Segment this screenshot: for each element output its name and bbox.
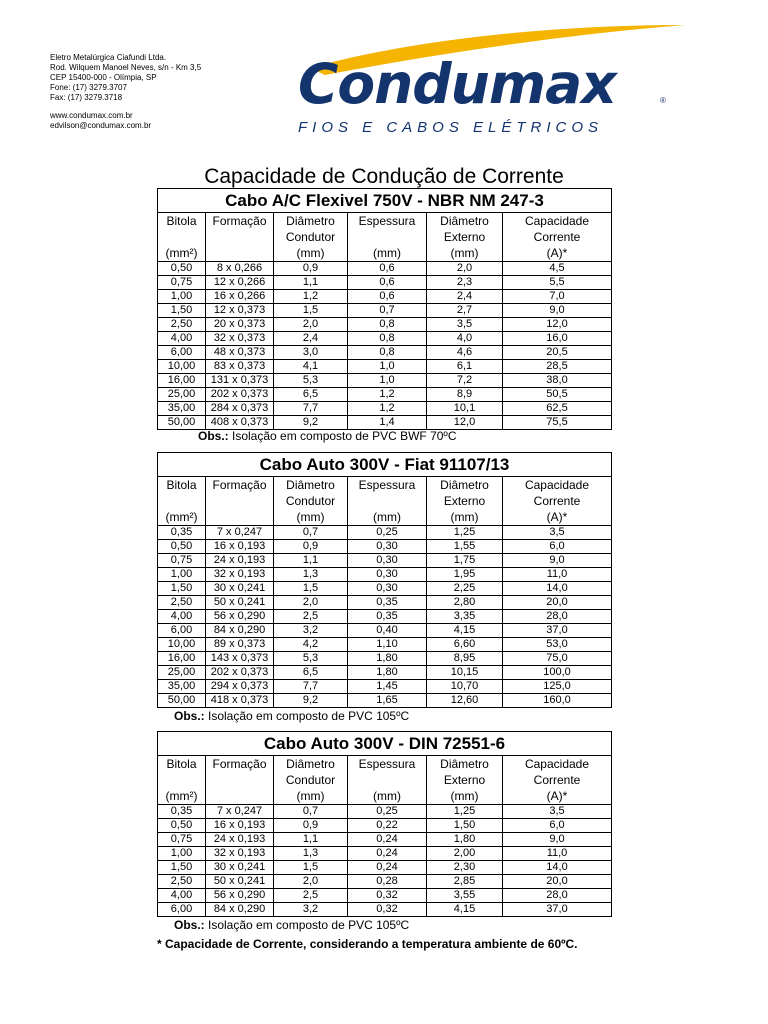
table-cell: 20,5 — [546, 346, 568, 358]
table-cell: 89 x 0,373 — [206, 638, 274, 651]
table-cell: 30 x 0,241 — [206, 582, 274, 595]
table-row — [158, 568, 611, 582]
table-row — [158, 360, 611, 374]
table-cell: 10,15 — [427, 666, 503, 679]
cable-table-3 — [157, 731, 612, 917]
table-cell: 0,6 — [348, 276, 427, 289]
table-cell: 160,0 — [543, 694, 571, 706]
table-cell: 1,2 — [274, 290, 348, 303]
table-cell: 84 x 0,290 — [206, 624, 274, 637]
table-cell: 16 x 0,193 — [206, 540, 274, 553]
table-cell: 1,00 — [158, 290, 206, 303]
table-cell: 3,5 — [427, 318, 503, 331]
table-cell: 4,15 — [427, 903, 503, 916]
table-cell: 50,00 — [158, 416, 206, 429]
table-cell: 75,5 — [546, 416, 568, 428]
table-row — [158, 889, 611, 903]
table-row — [158, 847, 611, 861]
table-cell: 0,25 — [348, 805, 427, 818]
table-cell: 56 x 0,290 — [206, 610, 274, 623]
table-cell: 294 x 0,373 — [206, 680, 274, 693]
header-cell: Diâmetro Externo (mm) — [427, 213, 503, 261]
table-row — [158, 624, 611, 638]
header-cell: Bitola (mm²) — [158, 213, 206, 261]
table-cell: 9,0 — [549, 554, 565, 566]
table-cell: 10,70 — [427, 680, 503, 693]
table-cell: 2,30 — [427, 861, 503, 874]
header-cell: Bitola (mm²) — [158, 756, 206, 804]
table-cell: 1,25 — [427, 526, 503, 539]
table-cell: 0,7 — [274, 805, 348, 818]
table-3-note: Obs.: Isolação em composto de PVC 105ºC — [174, 918, 410, 932]
table-row — [158, 666, 611, 680]
table-cell: 12,60 — [427, 694, 503, 707]
table-cell: 1,80 — [348, 666, 427, 679]
table-cell: 0,24 — [348, 847, 427, 860]
header-cell: Capacidade Corrente (A)* — [524, 214, 590, 260]
table-cell: 12,0 — [427, 416, 503, 429]
table-cell: 1,0 — [348, 374, 427, 387]
table-cell: 0,6 — [348, 290, 427, 303]
table-cell: 16 x 0,193 — [206, 819, 274, 832]
table-header — [158, 756, 611, 805]
company-website[interactable]: www.condumax.com.br — [50, 111, 133, 120]
table-cell: 131 x 0,373 — [206, 374, 274, 387]
table-cell: 2,0 — [274, 596, 348, 609]
table-cell: 28,0 — [546, 889, 568, 901]
header-cell: Diâmetro Condutor (mm) — [274, 213, 348, 261]
table-cell: 16,0 — [546, 332, 568, 344]
table-cell: 14,0 — [546, 861, 568, 873]
table-title: Cabo Auto 300V - Fiat 91107/13 — [158, 453, 611, 477]
table-cell: 6,0 — [549, 540, 565, 552]
table-cell: 3,55 — [427, 889, 503, 902]
table-cell: 0,40 — [348, 624, 427, 637]
table-cell: 100,0 — [543, 666, 571, 678]
table-cell: 6,60 — [427, 638, 503, 651]
table-row — [158, 610, 611, 624]
page-title: Capacidade de Condução de Corrente — [204, 165, 564, 188]
table-cell: 10,00 — [158, 360, 206, 373]
table-cell: 50,00 — [158, 694, 206, 707]
table-cell: 7,7 — [274, 402, 348, 415]
table-cell: 2,5 — [274, 610, 348, 623]
table-row — [158, 819, 611, 833]
company-info — [50, 53, 201, 131]
table-cell: 0,28 — [348, 875, 427, 888]
table-cell: 0,25 — [348, 526, 427, 539]
table-cell: 0,24 — [348, 833, 427, 846]
company-cep: CEP 15400-000 - Olímpia, SP — [50, 73, 157, 82]
table-cell: 1,80 — [427, 833, 503, 846]
table-cell: 1,0 — [348, 360, 427, 373]
table-cell: 0,9 — [274, 540, 348, 553]
header-cell: Diâmetro Externo (mm) — [427, 756, 503, 804]
table-cell: 6,5 — [274, 666, 348, 679]
table-cell: 0,32 — [348, 903, 427, 916]
table-row — [158, 388, 611, 402]
table-row — [158, 805, 611, 819]
table-cell: 6,00 — [158, 346, 206, 359]
table-cell: 0,35 — [348, 610, 427, 623]
table-cell: 1,3 — [274, 568, 348, 581]
table-cell: 1,5 — [274, 582, 348, 595]
company-phone: Fone: (17) 3279.3707 — [50, 83, 127, 92]
header-cell: Formação — [206, 477, 274, 525]
table-cell: 38,0 — [546, 374, 568, 386]
header-cell: Formação — [206, 756, 274, 804]
table-cell: 1,50 — [158, 861, 206, 874]
cable-table-1 — [157, 188, 612, 430]
registered-mark: ® — [660, 96, 666, 105]
table-2-note: Obs.: Isolação em composto de PVC 105ºC — [174, 709, 410, 723]
table-cell: 1,50 — [427, 819, 503, 832]
table-cell: 84 x 0,290 — [206, 903, 274, 916]
table-cell: 0,50 — [158, 262, 206, 275]
table-cell: 0,9 — [274, 262, 348, 275]
table-row — [158, 346, 611, 360]
table-cell: 4,0 — [427, 332, 503, 345]
table-cell: 202 x 0,373 — [206, 388, 274, 401]
table-cell: 1,65 — [348, 694, 427, 707]
table-cell: 8,9 — [427, 388, 503, 401]
table-cell: 0,8 — [348, 318, 427, 331]
header-cell: Formação — [206, 213, 274, 261]
table-cell: 7,7 — [274, 680, 348, 693]
header-cell: Diâmetro Condutor (mm) — [274, 756, 348, 804]
table-cell: 2,4 — [427, 290, 503, 303]
table-header — [158, 213, 611, 262]
table-cell: 83 x 0,373 — [206, 360, 274, 373]
company-email[interactable]: edvilson@condumax.com.br — [50, 121, 152, 130]
table-cell: 1,80 — [348, 652, 427, 665]
table-cell: 1,10 — [348, 638, 427, 651]
table-row — [158, 638, 611, 652]
table-cell: 143 x 0,373 — [206, 652, 274, 665]
table-cell: 2,5 — [274, 889, 348, 902]
table-cell: 2,80 — [427, 596, 503, 609]
table-cell: 3,5 — [549, 526, 565, 538]
table-cell: 2,0 — [274, 318, 348, 331]
table-row — [158, 276, 611, 290]
table-cell: 202 x 0,373 — [206, 666, 274, 679]
table-cell: 1,25 — [427, 805, 503, 818]
table-header — [158, 477, 611, 526]
table-cell: 5,3 — [274, 652, 348, 665]
table-cell: 5,3 — [274, 374, 348, 387]
table-cell: 7,2 — [427, 374, 503, 387]
table-cell: 2,3 — [427, 276, 503, 289]
table-row — [158, 540, 611, 554]
table-cell: 11,0 — [546, 568, 568, 580]
table-cell: 1,1 — [274, 833, 348, 846]
table-row — [158, 554, 611, 568]
table-cell: 1,50 — [158, 582, 206, 595]
table-cell: 35,00 — [158, 680, 206, 693]
table-cell: 7 x 0,247 — [206, 805, 274, 818]
table-row — [158, 262, 611, 276]
table-cell: 20,0 — [546, 596, 568, 608]
table-row — [158, 652, 611, 666]
table-cell: 418 x 0,373 — [206, 694, 274, 707]
table-cell: 1,2 — [348, 402, 427, 415]
table-cell: 2,7 — [427, 304, 503, 317]
cable-table-2 — [157, 452, 612, 708]
table-cell: 32 x 0,193 — [206, 568, 274, 581]
table-cell: 7,0 — [549, 290, 565, 302]
table-1-note: Obs.: Isolação em composto de PVC BWF 70ºC — [198, 429, 457, 443]
table-cell: 0,30 — [348, 582, 427, 595]
table-cell: 4,00 — [158, 332, 206, 345]
table-cell: 2,0 — [427, 262, 503, 275]
brand-tagline: FIOS E CABOS ELÉTRICOS — [298, 119, 604, 136]
table-cell: 0,75 — [158, 554, 206, 567]
table-cell: 2,50 — [158, 875, 206, 888]
table-cell: 20 x 0,373 — [206, 318, 274, 331]
table-cell: 30 x 0,241 — [206, 861, 274, 874]
table-cell: 0,8 — [348, 332, 427, 345]
table-cell: 1,1 — [274, 276, 348, 289]
table-cell: 50 x 0,241 — [206, 875, 274, 888]
table-cell: 53,0 — [546, 638, 568, 650]
table-cell: 1,95 — [427, 568, 503, 581]
table-cell: 9,0 — [549, 304, 565, 316]
table-cell: 0,35 — [158, 805, 206, 818]
header-cell: Espessura (mm) — [348, 756, 427, 804]
table-cell: 6,5 — [274, 388, 348, 401]
table-cell: 1,00 — [158, 847, 206, 860]
table-row — [158, 861, 611, 875]
table-row — [158, 290, 611, 304]
table-row — [158, 875, 611, 889]
table-cell: 4,15 — [427, 624, 503, 637]
company-name: Eletro Metalúrgica Ciafundi Ltda. — [50, 53, 167, 62]
table-cell: 4,5 — [549, 262, 565, 274]
header-cell: Diâmetro Condutor (mm) — [274, 477, 348, 525]
table-title: Cabo Auto 300V - DIN 72551-6 — [158, 732, 611, 756]
table-cell: 12 x 0,373 — [206, 304, 274, 317]
table-cell: 20,0 — [546, 875, 568, 887]
table-cell: 0,30 — [348, 568, 427, 581]
table-cell: 1,45 — [348, 680, 427, 693]
table-cell: 11,0 — [546, 847, 568, 859]
table-cell: 284 x 0,373 — [206, 402, 274, 415]
table-row — [158, 680, 611, 694]
table-cell: 75,0 — [546, 652, 568, 664]
table-cell: 4,1 — [274, 360, 348, 373]
table-cell: 4,2 — [274, 638, 348, 651]
table-cell: 0,50 — [158, 540, 206, 553]
table-cell: 50 x 0,241 — [206, 596, 274, 609]
table-cell: 32 x 0,193 — [206, 847, 274, 860]
table-cell: 0,30 — [348, 540, 427, 553]
table-cell: 1,3 — [274, 847, 348, 860]
table-cell: 125,0 — [543, 680, 571, 692]
table-cell: 48 x 0,373 — [206, 346, 274, 359]
table-cell: 0,22 — [348, 819, 427, 832]
table-cell: 25,00 — [158, 388, 206, 401]
table-cell: 0,35 — [158, 526, 206, 539]
table-cell: 16,00 — [158, 652, 206, 665]
header-cell: Capacidade Corrente (A)* — [524, 478, 590, 524]
table-cell: 4,00 — [158, 889, 206, 902]
table-row — [158, 374, 611, 388]
table-cell: 25,00 — [158, 666, 206, 679]
table-row — [158, 416, 611, 429]
table-cell: 9,0 — [549, 833, 565, 845]
table-cell: 0,32 — [348, 889, 427, 902]
table-cell: 28,5 — [546, 360, 568, 372]
table-cell: 1,50 — [158, 304, 206, 317]
table-cell: 3,0 — [274, 346, 348, 359]
table-row — [158, 582, 611, 596]
table-cell: 2,4 — [274, 332, 348, 345]
footnote: * Capacidade de Corrente, considerando a temperatura ambiente de 60ºC. — [157, 937, 578, 951]
table-cell: 0,35 — [348, 596, 427, 609]
table-cell: 9,2 — [274, 416, 348, 429]
table-cell: 6,00 — [158, 624, 206, 637]
table-cell: 1,4 — [348, 416, 427, 429]
table-cell: 1,75 — [427, 554, 503, 567]
table-cell: 0,30 — [348, 554, 427, 567]
header-cell: Capacidade Corrente (A)* — [524, 757, 590, 803]
table-cell: 35,00 — [158, 402, 206, 415]
table-cell: 0,75 — [158, 833, 206, 846]
table-cell: 0,50 — [158, 819, 206, 832]
table-cell: 2,25 — [427, 582, 503, 595]
table-cell: 0,7 — [274, 526, 348, 539]
brand-name: Condumax — [298, 52, 616, 116]
table-cell: 6,0 — [549, 819, 565, 831]
table-cell: 2,00 — [427, 847, 503, 860]
table-cell: 3,2 — [274, 903, 348, 916]
table-row — [158, 694, 611, 707]
table-cell: 62,5 — [546, 402, 568, 414]
table-cell: 7 x 0,247 — [206, 526, 274, 539]
table-cell: 0,6 — [348, 262, 427, 275]
table-cell: 8,95 — [427, 652, 503, 665]
table-title: Cabo A/C Flexivel 750V - NBR NM 247-3 — [158, 189, 611, 213]
table-cell: 0,9 — [274, 819, 348, 832]
table-cell: 12 x 0,266 — [206, 276, 274, 289]
table-cell: 1,55 — [427, 540, 503, 553]
table-cell: 4,6 — [427, 346, 503, 359]
table-cell: 6,00 — [158, 903, 206, 916]
table-cell: 1,1 — [274, 554, 348, 567]
condumax-logo — [290, 20, 690, 140]
company-fax: Fax: (17) 3279.3718 — [50, 93, 123, 102]
header-cell: Espessura (mm) — [348, 213, 427, 261]
company-address: Rod. Wilquem Manoel Neves, s/n - Km 3,5 — [50, 63, 202, 72]
table-cell: 56 x 0,290 — [206, 889, 274, 902]
table-cell: 0,7 — [348, 304, 427, 317]
table-cell: 2,50 — [158, 596, 206, 609]
table-cell: 3,5 — [549, 805, 565, 817]
table-cell: 2,85 — [427, 875, 503, 888]
table-cell: 408 x 0,373 — [206, 416, 274, 429]
table-cell: 8 x 0,266 — [206, 262, 274, 275]
table-cell: 50,5 — [546, 388, 568, 400]
table-cell: 3,35 — [427, 610, 503, 623]
table-cell: 37,0 — [546, 624, 568, 636]
table-cell: 16 x 0,266 — [206, 290, 274, 303]
table-row — [158, 332, 611, 346]
table-cell: 14,0 — [546, 582, 568, 594]
table-cell: 3,2 — [274, 624, 348, 637]
table-cell: 1,5 — [274, 304, 348, 317]
table-cell: 1,5 — [274, 861, 348, 874]
table-row — [158, 402, 611, 416]
table-cell: 6,1 — [427, 360, 503, 373]
table-cell: 4,00 — [158, 610, 206, 623]
header-cell: Diâmetro Externo (mm) — [427, 477, 503, 525]
table-cell: 9,2 — [274, 694, 348, 707]
table-cell: 5,5 — [549, 276, 565, 288]
table-cell: 16,00 — [158, 374, 206, 387]
table-cell: 1,00 — [158, 568, 206, 581]
table-cell: 1,2 — [348, 388, 427, 401]
table-row — [158, 318, 611, 332]
table-cell: 12,0 — [546, 318, 568, 330]
table-cell: 24 x 0,193 — [206, 554, 274, 567]
table-cell: 2,0 — [274, 875, 348, 888]
table-row — [158, 304, 611, 318]
table-row — [158, 526, 611, 540]
table-cell: 0,8 — [348, 346, 427, 359]
table-cell: 10,00 — [158, 638, 206, 651]
table-cell: 0,75 — [158, 276, 206, 289]
table-cell: 2,50 — [158, 318, 206, 331]
table-cell: 0,24 — [348, 861, 427, 874]
table-cell: 24 x 0,193 — [206, 833, 274, 846]
table-cell: 28,0 — [546, 610, 568, 622]
table-cell: 10,1 — [427, 402, 503, 415]
header-cell: Bitola (mm²) — [158, 477, 206, 525]
table-row — [158, 833, 611, 847]
table-row — [158, 596, 611, 610]
header-cell: Espessura (mm) — [348, 477, 427, 525]
table-cell: 32 x 0,373 — [206, 332, 274, 345]
table-cell: 37,0 — [546, 903, 568, 915]
table-row — [158, 903, 611, 916]
